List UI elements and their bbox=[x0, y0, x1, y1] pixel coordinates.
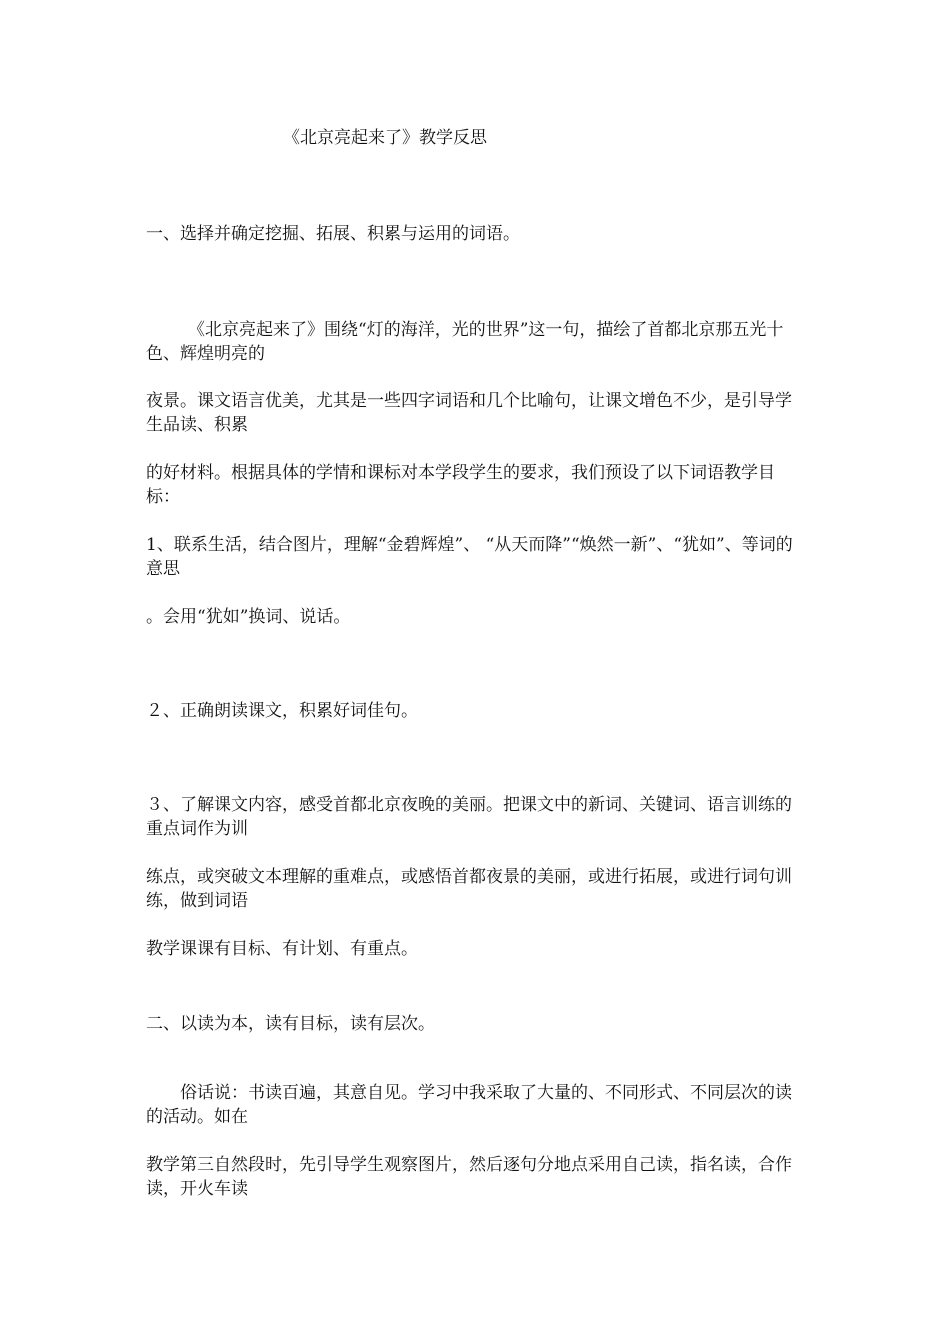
paragraph-1: 《北京亮起来了》围绕“灯的海洋，光的世界”这一句，描绘了首都北京那五光十色、辉煌明亮的 bbox=[146, 320, 784, 364]
paragraph-4: 俗话说：书读百遍，其意自见。学习中我采取了大量的、不同形式、不同层次的读的活动。如在 bbox=[146, 1083, 792, 1127]
paragraph-5: 教学第三自然段时，先引导学生观察图片，然后逐句分地点采用自己读，指名读，合作读，开火车读 bbox=[146, 1155, 792, 1199]
goal-1: 1、联系生活，结合图片，理解“金碧辉煌”、 “从天而降”“焕然一新”、“犹如”、等词的意思 bbox=[146, 535, 793, 579]
section-heading-1: 一、选择并确定挖掘、拓展、积累与运用的词语。 bbox=[146, 224, 520, 244]
goal-3-end: 教学课课有目标、有计划、有重点。 bbox=[146, 939, 418, 959]
goal-1-continued: 。会用“犹如”换词、说话。 bbox=[146, 607, 351, 627]
goal-3: ３、了解课文内容，感受首都北京夜晚的美丽。把课文中的新词、关键词、语言训练的重点词作为训 bbox=[146, 795, 792, 839]
paragraph-3: 的好材料。根据具体的学情和课标对本学段学生的要求，我们预设了以下词语教学目标： bbox=[146, 463, 775, 507]
goal-3-continued: 练点，或突破文本理解的重难点，或感悟首都夜景的美丽，或进行拓展，或进行词句训练，做到词语 bbox=[146, 867, 792, 911]
document-title: 《北京亮起来了》教学反思 bbox=[283, 128, 487, 148]
section-heading-2: 二、以读为本，读有目标，读有层次。 bbox=[146, 1014, 435, 1034]
paragraph-2: 夜景。课文语言优美，尤其是一些四字词语和几个比喻句，让课文增色不少，是引导学生品读、积累 bbox=[146, 391, 792, 435]
goal-2: ２、正确朗读课文，积累好词佳句。 bbox=[146, 701, 418, 721]
